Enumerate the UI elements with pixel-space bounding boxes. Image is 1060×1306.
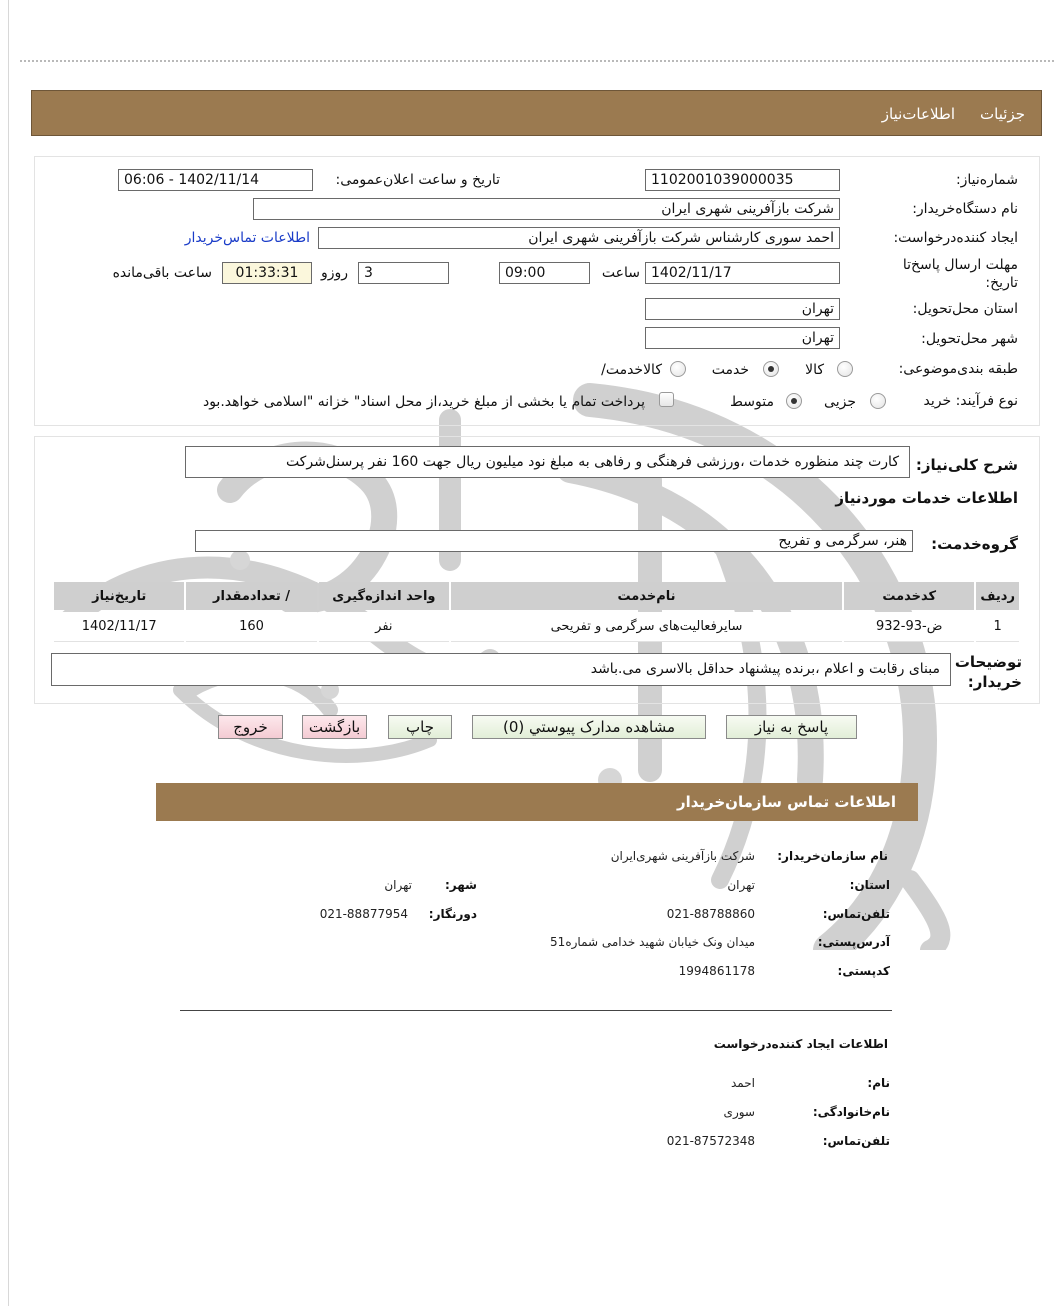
section-divider: [180, 1010, 892, 1011]
deadline-date-field: 1402/11/17: [645, 262, 840, 284]
reply-button[interactable]: پاسخ به نیاز: [726, 715, 857, 739]
col-code: کدخدمت: [844, 582, 974, 610]
category-label: طبقه بندی‌موضوعی:: [898, 361, 1018, 377]
exit-button[interactable]: خروج: [218, 715, 283, 739]
buyer-contact-link[interactable]: اطلاعات تماس‌خریدار: [184, 230, 310, 246]
col-quantity: / تعدادمقدار: [186, 582, 316, 610]
creator-label: ایجاد کننده‌درخواست:: [893, 230, 1018, 246]
announce-date-field: 1402/11/14 - 06:06: [118, 169, 313, 191]
page-left-border: [8, 0, 9, 1306]
process-label: نوع فرآیند: خرید: [923, 393, 1018, 409]
col-name: نام‌خدمت: [451, 582, 842, 610]
requester-name-label: نام:: [867, 1076, 890, 1090]
need-number-label: شماره‌نیاز:: [955, 172, 1018, 188]
category-goods-service-radio[interactable]: [670, 361, 686, 377]
province-field: تهران: [645, 298, 840, 320]
org-name-label: نام سازمان‌خریدار:: [777, 849, 888, 863]
attachments-button[interactable]: مشاهده مدارک پیوستي (0): [472, 715, 706, 739]
summary-label: شرح کلی‌نیاز:: [915, 456, 1018, 474]
services-table: [52, 580, 1021, 644]
deadline-time-field: 09:00: [499, 262, 590, 284]
contact-phone-label: تلفن‌تماس:: [822, 907, 890, 921]
announce-date-label: تاریخ و ساعت اعلان‌عمومی:: [335, 172, 500, 188]
need-number-field: 1102001039000035: [645, 169, 840, 191]
deadline-label: مهلت ارسال پاسخ‌تا تاریخ:: [902, 257, 1018, 291]
category-goods-label: کالا: [805, 362, 824, 378]
buyer-notes-field: مبنای رقابت و اعلام ،برنده پیشنهاد حداقل بالاسری می.باشد: [51, 653, 951, 686]
remaining-time-field: 01:33:31: [222, 262, 312, 284]
cell-date: 1402/11/17: [54, 612, 184, 642]
print-button[interactable]: چاپ: [388, 715, 452, 739]
contact-address-value: میدان ونک خیابان شهید خدامی شماره51: [550, 935, 755, 949]
table-header-row: [54, 582, 1019, 610]
requester-family-label: نام‌خانوادگی:: [812, 1105, 890, 1119]
contact-province-value: تهران: [727, 878, 755, 892]
buyer-org-label: نام دستگاه‌خریدار:: [912, 201, 1018, 217]
process-medium-radio[interactable]: [786, 393, 802, 409]
days-label: روزو: [320, 265, 348, 281]
city-field: تهران: [645, 327, 840, 349]
contact-province-label: استان:: [849, 878, 890, 892]
contact-postal-value: 1994861178: [678, 964, 755, 978]
col-unit: واحد اندازه‌گیری: [319, 582, 449, 610]
category-goods-radio[interactable]: [837, 361, 853, 377]
cell-unit: نفر: [319, 612, 449, 642]
buyer-contact-header: [156, 783, 918, 821]
category-service-radio[interactable]: [763, 361, 779, 377]
cell-row: 1: [976, 612, 1019, 642]
days-field: 3: [358, 262, 449, 284]
treasury-payment-note: پرداخت تمام یا بخشی از مبلغ خرید،از محل اسناد" خزانه "اسلامی خواهد.بود: [202, 394, 645, 410]
category-goods-service-label: کالا‌خدمت/: [601, 362, 662, 378]
requester-name-value: احمد: [731, 1076, 755, 1090]
col-date: تاریخ‌نیاز: [54, 582, 184, 610]
contact-address-label: آدرس‌پستی:: [817, 935, 890, 949]
deadline-time-label: ساعت: [601, 265, 640, 281]
org-name-value: شرکت بازآفرینی شهری‌ایران: [610, 849, 755, 863]
category-service-label: خدمت: [711, 362, 749, 378]
back-button[interactable]: بازگشت: [302, 715, 367, 739]
contact-postal-label: کدپستی:: [837, 964, 890, 978]
requester-title: اطلاعات ایجاد کننده‌درخواست: [713, 1037, 888, 1051]
cell-name: سایرفعالیت‌های سرگرمی و تفریحی: [451, 612, 842, 642]
buyer-notes-label: توضیحات خریدار:: [954, 653, 1022, 691]
process-medium-label: متوسط: [730, 394, 774, 410]
remaining-time-label: ساعت باقی‌مانده: [112, 265, 212, 281]
city-label: شهر محل‌تحویل:: [921, 331, 1018, 347]
cell-quantity: 160: [186, 612, 316, 642]
services-title: اطلاعات خدمات موردنیاز: [835, 489, 1018, 507]
process-minor-radio[interactable]: [870, 393, 886, 409]
table-row: [54, 612, 1019, 642]
buyer-contact-title: اطلاعات تماس سازمان‌خریدار: [676, 793, 896, 811]
top-divider: [20, 60, 1054, 62]
province-label: استان محل‌تحویل:: [912, 301, 1018, 317]
summary-field: کارت چند منظوره خدمات ،ورزشی فرهنگی و رفاهی به مبلغ نود میلیون ریال جهت 160 نفر پرسنل‌شرکت: [185, 446, 910, 478]
requester-phone-value: 021-87572348: [666, 1134, 755, 1148]
creator-field: احمد سوری کارشناس شرکت بازآفرینی شهری ایران: [318, 227, 840, 249]
buyer-org-field: شرکت بازآفرینی شهری ایران: [253, 198, 840, 220]
contact-phone-value: 021-88788860: [666, 907, 755, 921]
treasury-payment-checkbox[interactable]: [659, 392, 674, 407]
contact-city-label: شهر:: [445, 878, 477, 892]
service-group-field: هنر، سرگرمی و تفریح: [195, 530, 913, 552]
requester-phone-label: تلفن‌تماس:: [822, 1134, 890, 1148]
tab-need-info[interactable]: اطلاعات‌نیاز: [881, 105, 955, 123]
service-group-label: گروه‌خدمت:: [931, 535, 1018, 553]
col-row: ردیف: [976, 582, 1019, 610]
contact-fax-value: 021-88877954: [319, 907, 408, 921]
tab-bar: [31, 90, 1042, 136]
requester-family-value: سوری: [723, 1105, 755, 1119]
contact-fax-label: دورنگار:: [428, 907, 477, 921]
contact-city-value: تهران: [384, 878, 412, 892]
process-minor-label: جزیی: [824, 394, 856, 410]
tab-details[interactable]: جزئیات: [980, 105, 1025, 123]
cell-code: ض-93-932: [844, 612, 974, 642]
